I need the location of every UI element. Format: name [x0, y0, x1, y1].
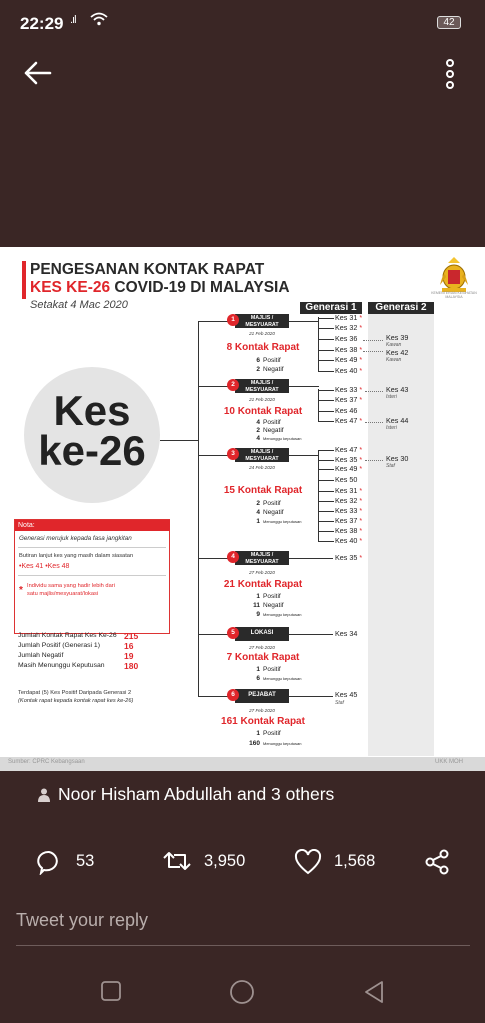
generasi-2-column [368, 311, 434, 756]
event-box-line: MESYUARAT [245, 386, 279, 393]
case-id: Kes 50 [335, 475, 358, 484]
star-mark: * [359, 366, 363, 375]
gen2-case [386, 386, 408, 400]
gen2-link [365, 422, 383, 423]
star-mark: * [19, 585, 23, 596]
gen1-case [335, 395, 362, 405]
row-count: 2 [256, 427, 260, 434]
row-label: Positif [263, 666, 281, 673]
gen2-link [365, 391, 383, 392]
event-kontak: 8 Kontak Rapat [226, 342, 300, 353]
event-row [250, 509, 284, 516]
star-mark: * [359, 506, 363, 515]
event-num: 5 [227, 627, 239, 639]
star-mark: * [359, 385, 363, 394]
nav-recent-icon[interactable] [100, 980, 122, 1002]
star-mark: * [359, 355, 363, 364]
gen1-case [335, 313, 362, 323]
star-mark: * [359, 496, 363, 505]
top-bar [0, 48, 485, 100]
nav-back-icon[interactable] [362, 979, 386, 1005]
row-count: 2 [256, 500, 260, 507]
credit-text: UKK MOH [434, 759, 463, 765]
case-id: Kes 32 [335, 323, 358, 332]
event-date: 27 Feb 2020 [249, 570, 275, 575]
case-id: Kes 47 [335, 416, 358, 425]
gen1-case [335, 516, 362, 526]
gen1-case [335, 496, 362, 506]
star-mark: * [359, 536, 363, 545]
tweet-author[interactable]: Noor Hisham Abdullah and 3 others [58, 784, 335, 804]
branch-5 [289, 634, 333, 635]
row-label: Positif [263, 419, 281, 426]
row-label: Negatif [263, 427, 284, 434]
event-box-1 [231, 314, 289, 328]
title-case: KES KE-26 [30, 279, 111, 296]
gen1-case [335, 445, 362, 455]
case-id: Kes 45 [335, 690, 358, 699]
row-label: Positif [263, 500, 281, 507]
like-icon[interactable] [294, 849, 322, 875]
nav-bar [0, 975, 485, 1009]
stats-value: 215 [124, 631, 139, 641]
row-count: 2 [256, 366, 260, 373]
star-mark: * [359, 464, 363, 473]
stats-value: 16 [124, 641, 134, 651]
event-row [250, 730, 281, 737]
row-label: Positif [263, 593, 281, 600]
star-mark: * [359, 313, 363, 322]
case-id: Kes 34 [335, 629, 358, 638]
star-mark: * [359, 486, 363, 495]
star-mark: * [359, 445, 363, 454]
nota-box [14, 519, 170, 634]
status-time: 22:29 [20, 14, 64, 33]
stats-label: Jumlah Positif (Generasi 1) [18, 642, 100, 649]
case-id: Kes 42 [386, 348, 409, 357]
like-count: 1,568 [334, 852, 376, 870]
row-count: 1 [256, 730, 260, 737]
event-row [250, 427, 284, 434]
event-box-6 [231, 689, 289, 703]
branch-1 [289, 321, 319, 322]
stats-row [18, 652, 168, 662]
event-row [250, 611, 301, 618]
event-box-line: MAJLIS / [250, 380, 274, 386]
gen1-case [335, 323, 362, 333]
gen2-case [386, 334, 408, 348]
case-id: Kes 31 [335, 486, 358, 495]
case-id: Kes 37 [335, 516, 358, 525]
case-id: Kes 39 [386, 333, 409, 342]
event-kontak: 161 Kontak Rapat [221, 716, 305, 727]
reply-icon[interactable] [36, 849, 62, 875]
branch-3 [289, 455, 319, 456]
title-accent [22, 261, 26, 299]
gen1-case [335, 464, 362, 474]
gen1-case [335, 345, 362, 355]
footnote [18, 689, 188, 705]
case-id: Kes 30 [386, 454, 409, 463]
case-rel: Staf [386, 463, 395, 469]
case-id: Kes 37 [335, 395, 358, 404]
branch-2-v [318, 389, 319, 422]
case-id: Kes 38 [335, 526, 358, 535]
gen1-case [335, 506, 362, 516]
case-id: Kes 49 [335, 355, 358, 364]
case-id: Kes 32 [335, 496, 358, 505]
footnote-line: (Kontak rapat kepada kontak rapat kes ke-26) [18, 698, 134, 704]
event-box-line: LOKASI [250, 630, 274, 636]
case-id: Kes 43 [386, 385, 409, 394]
battery-icon [437, 16, 461, 29]
star-mark: * [359, 416, 363, 425]
back-arrow-icon[interactable] [22, 58, 56, 88]
row-count: 6 [256, 675, 260, 682]
stats-row [18, 642, 168, 652]
case-id: Kes 33 [335, 506, 358, 515]
event-box-line: MAJLIS / [250, 315, 274, 321]
gen1-case [335, 486, 362, 496]
connector-main [160, 440, 198, 441]
gen1-case [335, 536, 362, 546]
event-row [250, 500, 281, 507]
case-id: Kes 40 [335, 536, 358, 545]
stats-row [18, 662, 168, 672]
gen2-case [386, 455, 408, 469]
event-box-line: PEJABAT [248, 692, 276, 698]
source-text: Sumber: CPRC Kebangsaan [8, 759, 85, 765]
tweet-image[interactable] [0, 247, 485, 771]
generasi-1-header: Generasi 1 [300, 302, 362, 314]
case-id: Kes 33 [335, 385, 358, 394]
case-label [24, 387, 160, 474]
nota-line: satu majlis/mesyuarat/lokasi [27, 591, 99, 597]
gen2-case [386, 417, 408, 431]
row-label: Positif [263, 730, 281, 737]
row-count: 4 [256, 509, 260, 516]
case-id: Kes 40 [335, 366, 358, 375]
case-rel: Kawan [386, 357, 402, 363]
case-label-line2: ke-26 [38, 427, 146, 474]
info-title: PENGESANAN KONTAK RAPAT [30, 261, 265, 278]
star-mark: * [359, 455, 363, 464]
gen1-case [335, 475, 357, 485]
case-id: Kes 49 [335, 464, 358, 473]
row-count: 6 [256, 357, 260, 364]
gen1-case [335, 334, 357, 344]
stats-value: 180 [124, 661, 139, 671]
event-box-2 [231, 379, 289, 393]
case-id: Kes 35 [335, 455, 358, 464]
branch-6 [289, 696, 333, 697]
nota-line: •Kes 41 •Kes 48 [19, 563, 70, 570]
reply-underline [16, 945, 470, 946]
retweet-count: 3,950 [204, 852, 246, 870]
row-label: Menunggu keputusan [263, 612, 302, 617]
row-count: 4 [256, 435, 260, 442]
event-box-line: MAJLIS / [250, 552, 274, 558]
title-rest: COVID-19 DI MALAYSIA [110, 279, 290, 296]
tweet-actions [0, 845, 485, 879]
event-num: 3 [227, 448, 239, 460]
row-count: 4 [256, 419, 260, 426]
star-mark: * [359, 553, 363, 562]
gen1-case [335, 406, 357, 416]
event-row [250, 366, 284, 373]
case-id: Kes 44 [386, 416, 409, 425]
battery-level: 42 [443, 17, 455, 28]
star-mark: * [359, 395, 363, 404]
row-label: Menunggu keputusan [263, 519, 302, 524]
reply-input[interactable]: Tweet your reply [16, 910, 149, 930]
gen1-case [335, 355, 362, 365]
more-vert-icon[interactable] [440, 58, 460, 90]
event-date: 27 Feb 2020 [249, 708, 275, 713]
event-box-line: MESYUARAT [245, 558, 279, 565]
event-row [250, 593, 281, 600]
gen2-link [363, 340, 383, 341]
event-row [250, 357, 281, 364]
stats-label: Jumlah Negatif [18, 652, 64, 659]
event-date: 21 Feb 2020 [249, 397, 275, 402]
connector-trunk [198, 321, 199, 696]
event-date: 21 Feb 2020 [249, 331, 275, 336]
event-kontak: 21 Kontak Rapat [223, 579, 303, 590]
event-row [250, 602, 284, 609]
row-count: 1 [256, 593, 260, 600]
event-row [250, 435, 301, 442]
case-rel: Isteri [386, 394, 397, 400]
row-count: 160 [249, 740, 260, 747]
info-title-2 [30, 279, 290, 297]
stats-value: 19 [124, 651, 134, 661]
case-id: Kes 35 [335, 553, 358, 562]
case-rel: Staf [335, 700, 344, 706]
case-id: Kes 31 [335, 313, 358, 322]
branch-3-v [318, 450, 319, 542]
event-row [250, 419, 281, 426]
gen2-link [365, 460, 383, 461]
stats-label: Jumlah Kontak Rapat Kes Ke-26 [18, 632, 117, 639]
row-count: 9 [256, 611, 260, 618]
event-num: 2 [227, 379, 239, 391]
branch-1-v [318, 317, 319, 372]
share-icon[interactable] [424, 849, 450, 875]
row-label: Menunggu keputusan [263, 676, 302, 681]
event-num: 6 [227, 689, 239, 701]
row-count: 11 [253, 602, 260, 609]
star-mark: * [359, 526, 363, 535]
crest-caption: KEMENTERIAN KESIHATAN MALAYSIA [431, 291, 477, 299]
case-id: Kes 36 [335, 334, 358, 343]
row-count: 1 [256, 518, 260, 525]
branch-2 [289, 386, 319, 387]
gen1-case [335, 366, 362, 376]
info-subtitle: Setakat 4 Mac 2020 [30, 299, 128, 311]
event-num: 4 [227, 551, 239, 563]
event-kontak: 10 Kontak Rapat [223, 406, 303, 417]
row-label: Menunggu keputusan [263, 741, 302, 746]
reply-count: 53 [76, 852, 95, 870]
event-box-line: MESYUARAT [245, 455, 279, 462]
image-caption [0, 757, 485, 771]
status-bar [0, 0, 485, 48]
star-mark: * [359, 345, 363, 354]
row-label: Positif [263, 357, 281, 364]
star-mark: * [359, 516, 363, 525]
event-box-5 [231, 627, 289, 641]
person-icon [38, 788, 50, 802]
event-date: 24 Feb 2020 [249, 465, 275, 470]
stats-row [18, 632, 168, 642]
gen2-case [386, 349, 408, 363]
gen1-case [335, 385, 362, 395]
case-id: Kes 47 [335, 445, 358, 454]
gen1-case [335, 526, 362, 536]
star-mark: * [359, 323, 363, 332]
branch-4 [289, 558, 333, 559]
malaysia-crest-logo [432, 255, 476, 295]
case-id: Kes 46 [335, 406, 358, 415]
gen1-case [335, 553, 362, 563]
case-label-line1: Kes [53, 387, 131, 434]
gen1-case [335, 690, 357, 706]
nav-home-icon[interactable] [229, 979, 255, 1005]
event-box-line: MESYUARAT [245, 321, 279, 328]
event-kontak: 15 Kontak Rapat [223, 485, 303, 496]
gen1-case [335, 416, 362, 426]
nota-line: Individu sama yang hadir lebih dari [27, 583, 115, 589]
event-kontak: 7 Kontak Rapat [226, 652, 300, 663]
event-row [250, 675, 301, 682]
nota-line: Butiran lanjut kes yang masih dalam siasatan [19, 553, 134, 559]
event-row [250, 518, 301, 525]
nota-line: Generasi merujuk kepada fasa jangkitan [19, 535, 132, 542]
event-box-4 [231, 551, 289, 565]
event-box-line: MAJLIS / [250, 449, 274, 455]
event-row [244, 740, 301, 747]
row-label: Negatif [263, 602, 284, 609]
wifi-icon [90, 12, 108, 26]
event-num: 1 [227, 314, 239, 326]
case-rel: Isteri [386, 425, 397, 431]
stats-label: Masih Menunggu Keputusan [18, 662, 105, 669]
row-label: Negatif [263, 366, 284, 373]
footnote-line: Terdapat (5) Kes Positif Daripada Generasi 2 [18, 690, 132, 696]
row-count: 1 [256, 666, 260, 673]
row-label: Negatif [263, 509, 284, 516]
event-date: 27 Feb 2020 [249, 645, 275, 650]
row-label: Menunggu keputusan [263, 436, 302, 441]
event-row [250, 666, 281, 673]
nota-header: Nota: [15, 520, 170, 531]
gen1-case [335, 629, 357, 639]
case-rel: Kawan [386, 342, 402, 348]
signal-icon: .ıl [70, 14, 76, 26]
generasi-2-header: Generasi 2 [368, 302, 434, 314]
event-box-3 [231, 448, 289, 462]
gen2-link [363, 351, 383, 352]
retweet-icon[interactable] [162, 849, 192, 873]
case-id: Kes 38 [335, 345, 358, 354]
